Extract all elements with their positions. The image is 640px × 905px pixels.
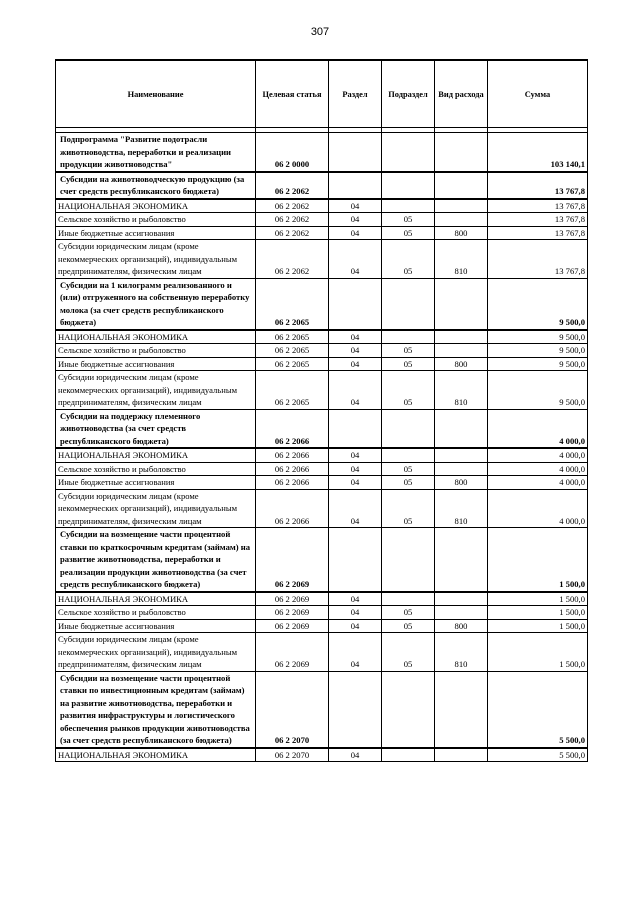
table-row (56, 172, 588, 199)
cell-expense-type (435, 172, 488, 199)
cell-section (329, 172, 382, 199)
cell-target-article: 06 2 2065 (256, 344, 329, 358)
table-row (56, 409, 588, 448)
cell-section (329, 671, 382, 748)
cell-name: Иные бюджетные ассигнования (56, 357, 256, 371)
cell-section: 04 (329, 476, 382, 490)
cell-amount: 103 140,1 (488, 133, 588, 172)
cell-expense-type: 810 (435, 633, 488, 672)
cell-subsection (382, 278, 435, 330)
cell-subsection: 05 (382, 344, 435, 358)
header-name: Наименование (56, 60, 256, 128)
cell-subsection: 05 (382, 357, 435, 371)
cell-target-article: 06 2 2065 (256, 357, 329, 371)
cell-amount: 13 767,8 (488, 240, 588, 279)
cell-expense-type: 800 (435, 476, 488, 490)
table-row (56, 476, 588, 490)
cell-subsection (382, 592, 435, 606)
cell-amount: 9 500,0 (488, 357, 588, 371)
table-row (56, 213, 588, 227)
cell-name: Субсидии на животноводческую продукцию (за счет средств республиканского бюджета) (56, 172, 256, 199)
table-row (56, 330, 588, 344)
cell-name: Сельское хозяйство и рыболовство (56, 606, 256, 620)
table-row (56, 592, 588, 606)
cell-expense-type (435, 330, 488, 344)
cell-name: Субсидии на возмещение части процентной ставки по инвестиционным кредитам (займам) на развитие животноводства, переработки и развития инфраструктуры и логистического обеспечения рынков продукции животноводства (за счет средств республиканского бюджета) (56, 671, 256, 748)
cell-section: 04 (329, 448, 382, 462)
cell-subsection (382, 330, 435, 344)
header-section: Раздел (329, 60, 382, 128)
header-amount: Сумма (488, 60, 588, 128)
table-row (56, 619, 588, 633)
cell-target-article: 06 2 2069 (256, 606, 329, 620)
table-row (56, 240, 588, 279)
cell-subsection (382, 133, 435, 172)
cell-section: 04 (329, 357, 382, 371)
table-row (56, 528, 588, 592)
page-number: 307 (310, 26, 330, 38)
cell-amount: 9 500,0 (488, 344, 588, 358)
cell-amount: 9 500,0 (488, 330, 588, 344)
cell-expense-type (435, 671, 488, 748)
cell-subsection: 05 (382, 213, 435, 227)
cell-section: 04 (329, 489, 382, 528)
cell-expense-type (435, 448, 488, 462)
cell-expense-type (435, 199, 488, 213)
cell-name: НАЦИОНАЛЬНАЯ ЭКОНОМИКА (56, 592, 256, 606)
cell-section (329, 278, 382, 330)
cell-name: Субсидии юридическим лицам (кроме некоммерческих организаций), индивидуальным предпринимателям, физическим лицам (56, 489, 256, 528)
cell-name: НАЦИОНАЛЬНАЯ ЭКОНОМИКА (56, 330, 256, 344)
cell-amount: 1 500,0 (488, 606, 588, 620)
cell-name: Субсидии юридическим лицам (кроме некоммерческих организаций), индивидуальным предпринимателям, физическим лицам (56, 633, 256, 672)
cell-name: Иные бюджетные ассигнования (56, 226, 256, 240)
cell-subsection (382, 528, 435, 592)
cell-expense-type: 800 (435, 357, 488, 371)
cell-subsection (382, 172, 435, 199)
cell-amount: 1 500,0 (488, 619, 588, 633)
cell-target-article: 06 2 2069 (256, 592, 329, 606)
cell-amount: 1 500,0 (488, 528, 588, 592)
cell-name: Субсидии на 1 килограмм реализованного и (или) отгруженного на собственную переработку молока (за счет средств республиканского бюджета) (56, 278, 256, 330)
cell-section: 04 (329, 226, 382, 240)
cell-target-article: 06 2 2065 (256, 330, 329, 344)
cell-amount: 13 767,8 (488, 226, 588, 240)
table-row (56, 371, 588, 410)
table-row (56, 133, 588, 172)
cell-amount: 4 000,0 (488, 476, 588, 490)
cell-section (329, 528, 382, 592)
cell-expense-type (435, 462, 488, 476)
cell-name: Подпрограмма "Развитие подотрасли животноводства, переработки и реализации продукции животноводства" (56, 133, 256, 172)
cell-target-article: 06 2 2062 (256, 240, 329, 279)
cell-expense-type (435, 344, 488, 358)
table-row (56, 606, 588, 620)
cell-amount: 4 000,0 (488, 409, 588, 448)
cell-expense-type: 810 (435, 240, 488, 279)
cell-subsection: 05 (382, 476, 435, 490)
cell-amount: 5 500,0 (488, 748, 588, 762)
cell-amount: 1 500,0 (488, 633, 588, 672)
budget-table (55, 59, 588, 762)
cell-section: 04 (329, 240, 382, 279)
cell-section: 04 (329, 199, 382, 213)
cell-amount: 4 000,0 (488, 462, 588, 476)
cell-target-article: 06 2 2062 (256, 172, 329, 199)
cell-target-article: 06 2 2066 (256, 448, 329, 462)
cell-target-article: 06 2 2070 (256, 671, 329, 748)
cell-target-article: 06 2 2066 (256, 409, 329, 448)
cell-expense-type (435, 528, 488, 592)
header-target-article: Целевая статья (256, 60, 329, 128)
table-row (56, 199, 588, 213)
cell-amount: 13 767,8 (488, 199, 588, 213)
cell-name: Сельское хозяйство и рыболовство (56, 462, 256, 476)
cell-section: 04 (329, 619, 382, 633)
table-row (56, 489, 588, 528)
cell-target-article: 06 2 2062 (256, 199, 329, 213)
cell-target-article: 06 2 2066 (256, 489, 329, 528)
cell-section: 04 (329, 344, 382, 358)
cell-section (329, 133, 382, 172)
cell-subsection: 05 (382, 240, 435, 279)
cell-name: Субсидии юридическим лицам (кроме некоммерческих организаций), индивидуальным предпринимателям, физическим лицам (56, 371, 256, 410)
cell-target-article: 06 2 2065 (256, 278, 329, 330)
table-body (56, 128, 588, 762)
cell-subsection (382, 409, 435, 448)
cell-name: Сельское хозяйство и рыболовство (56, 344, 256, 358)
header-subsection: Подраздел (382, 60, 435, 128)
cell-expense-type: 800 (435, 619, 488, 633)
table-row (56, 748, 588, 762)
cell-section: 04 (329, 592, 382, 606)
cell-section: 04 (329, 748, 382, 762)
cell-subsection (382, 671, 435, 748)
cell-expense-type: 800 (435, 226, 488, 240)
cell-expense-type (435, 278, 488, 330)
cell-section: 04 (329, 330, 382, 344)
cell-subsection: 05 (382, 606, 435, 620)
table-row (56, 226, 588, 240)
cell-amount: 13 767,8 (488, 213, 588, 227)
cell-section: 04 (329, 462, 382, 476)
cell-expense-type (435, 748, 488, 762)
cell-subsection (382, 199, 435, 213)
cell-name: Субсидии на возмещение части процентной ставки по краткосрочным кредитам (займам) на развитие животноводства, переработки и реализации продукции животноводства (за счет средств республиканского бюджета) (56, 528, 256, 592)
cell-subsection: 05 (382, 226, 435, 240)
cell-subsection: 05 (382, 633, 435, 672)
cell-expense-type (435, 133, 488, 172)
cell-amount: 4 000,0 (488, 448, 588, 462)
cell-target-article: 06 2 2069 (256, 619, 329, 633)
table-row (56, 671, 588, 748)
cell-subsection (382, 448, 435, 462)
cell-section: 04 (329, 371, 382, 410)
cell-name: Сельское хозяйство и рыболовство (56, 213, 256, 227)
cell-expense-type: 810 (435, 371, 488, 410)
cell-section: 04 (329, 633, 382, 672)
cell-section: 04 (329, 606, 382, 620)
table-row (56, 633, 588, 672)
cell-section: 04 (329, 213, 382, 227)
cell-amount: 5 500,0 (488, 671, 588, 748)
cell-subsection (382, 748, 435, 762)
table-row (56, 344, 588, 358)
table-row (56, 448, 588, 462)
cell-target-article: 06 2 0000 (256, 133, 329, 172)
cell-name: Иные бюджетные ассигнования (56, 619, 256, 633)
cell-name: НАЦИОНАЛЬНАЯ ЭКОНОМИКА (56, 199, 256, 213)
cell-subsection: 05 (382, 462, 435, 476)
cell-section (329, 409, 382, 448)
cell-target-article: 06 2 2069 (256, 528, 329, 592)
cell-amount: 1 500,0 (488, 592, 588, 606)
cell-amount: 9 500,0 (488, 371, 588, 410)
cell-target-article: 06 2 2062 (256, 226, 329, 240)
cell-name: Субсидии на поддержку племенного животноводства (за счет средств республиканского бюджета) (56, 409, 256, 448)
table-header-row (56, 60, 588, 128)
cell-amount: 13 767,8 (488, 172, 588, 199)
cell-target-article: 06 2 2069 (256, 633, 329, 672)
cell-subsection: 05 (382, 619, 435, 633)
cell-expense-type (435, 606, 488, 620)
cell-name: НАЦИОНАЛЬНАЯ ЭКОНОМИКА (56, 448, 256, 462)
cell-name: Субсидии юридическим лицам (кроме некоммерческих организаций), индивидуальным предпринимателям, физическим лицам (56, 240, 256, 279)
cell-target-article: 06 2 2062 (256, 213, 329, 227)
cell-name: НАЦИОНАЛЬНАЯ ЭКОНОМИКА (56, 748, 256, 762)
cell-target-article: 06 2 2065 (256, 371, 329, 410)
cell-subsection: 05 (382, 371, 435, 410)
cell-amount: 9 500,0 (488, 278, 588, 330)
cell-subsection: 05 (382, 489, 435, 528)
table-row (56, 278, 588, 330)
cell-target-article: 06 2 2070 (256, 748, 329, 762)
header-expense-type: Вид расхода (435, 60, 488, 128)
cell-amount: 4 000,0 (488, 489, 588, 528)
cell-expense-type (435, 409, 488, 448)
cell-expense-type (435, 213, 488, 227)
cell-target-article: 06 2 2066 (256, 476, 329, 490)
cell-expense-type (435, 592, 488, 606)
table-row (56, 462, 588, 476)
cell-target-article: 06 2 2066 (256, 462, 329, 476)
table-row (56, 357, 588, 371)
cell-expense-type: 810 (435, 489, 488, 528)
cell-name: Иные бюджетные ассигнования (56, 476, 256, 490)
